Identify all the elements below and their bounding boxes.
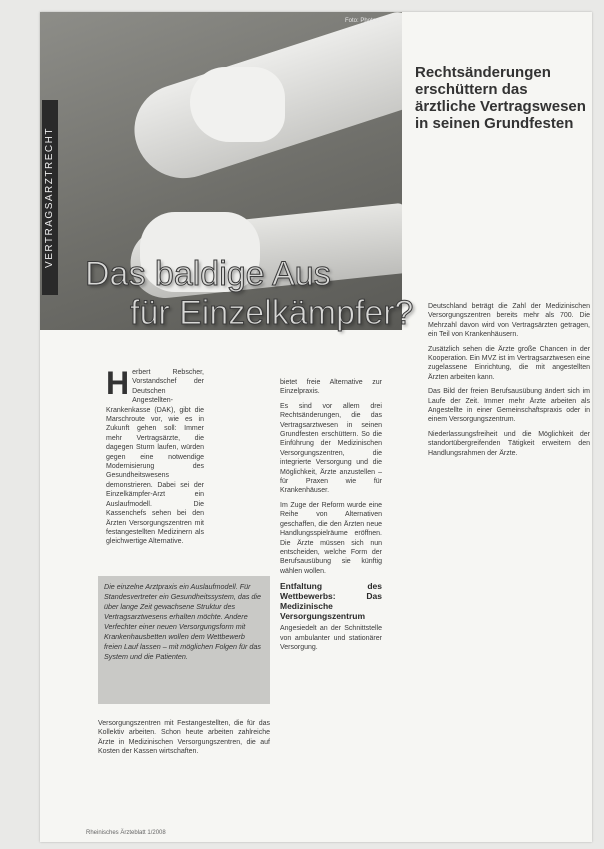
rubric-label: VERTRAGSARZTRECHT xyxy=(44,127,55,268)
col3-paragraph: Zusätzlich sehen die Ärzte große Chancen in der Kooperation. Ein MVZ ist im Vertragsarztwesen eine zugelassene Einrichtung, die mit angestellten Ärzten arbeiten kann. xyxy=(428,345,590,381)
rubric-tab xyxy=(42,100,58,295)
title-line-1: Das baldige Aus xyxy=(85,255,331,293)
col3-paragraph: Das Bild der freien Berufsausübung ändert sich im Laufe der Zeit. Immer mehr Ärzte arbeiten als Angestellte in einer Gemeinschaftspraxis oder in einem Versorgungszentrum. xyxy=(428,388,590,424)
pull-quote: Die einzelne Arztpraxis ein Auslaufmodell. Für Standesvertreter ein Gesundheitssystem, das die über lange Zeit gewachsene Struktur des Vertragsarztwesens erhalten möchte. Andere Verfechter einer neuen Versorgungsform mit Krankenhausbetten wollen dem Wettbewerb freien Lauf lassen – mit möglichen Folgen für das System und die Patienten. xyxy=(98,576,270,704)
col3-paragraph: Niederlassungsfreiheit und die Möglichkeit der standortübergreifenden Tätigkeit erweitern den Handlungsrahmen der Ärzte. xyxy=(428,430,590,457)
col2-paragraph: Im Zuge der Reform wurde eine Reihe von Alternativen geschaffen, die den Ärzten neue Handlungsspielräume eröffnen. Die Ärzte müssen sich nun entscheiden, welche Form der Berufsausübung sie künftig wählen wollen. xyxy=(280,501,382,575)
section-subheading: Entfaltung des Wettbewerbs: Das Medizinische Versorgungszentrum xyxy=(280,581,382,622)
body-column-3 xyxy=(428,302,590,463)
photo-credit: Foto: Photodisc xyxy=(345,18,387,24)
drop-cap: H xyxy=(106,365,130,401)
col1-text: erbert Rebscher, Vorstandschef der Deutschen Angestellten-Krankenkasse (DAK), gibt die Marschroute vor, wie es in Zukunft gehen soll: Immer mehr Vertragsärzte, die dagegen Sturm laufen, würden gegen eine notwendige Modernisierung des Gesundheitswesens demonstrieren. Dabei sei der Einzelkämpfer-Arzt ein Auslaufmodell. Die Kassenchefs sehen bei den Ärzten Versorgungszentren mit festangestellten Medizinern als gleichwertige Alternative. xyxy=(106,369,204,546)
col2-paragraph: Es sind vor allem drei Rechtsänderungen, die das Vertragsarztwesen in seinen Grundfesten erschüttern. So die Einführung der Medizinischen Versorgungszentren, die integrierte Versorgung und die Möglichkeit, Ärzte anzustellen – für Praxen wie für Krankenhäuser. xyxy=(280,402,382,495)
body-column-1-continued: Versorgungszentren mit Festangestellten, die für das Kollektiv arbeiten. Schon heute arbeiten zahlreiche Ärzte in Medizinischen Versorgungszentren, die auf Kosten der Kassen wirtschaften. xyxy=(98,720,270,756)
page-footer: Rheinisches Ärzteblatt 1/2008 xyxy=(86,830,166,836)
kicker-headline: Rechtsänderungen erschüttern das ärztliche Vertragswesen in seinen Grundfesten xyxy=(415,64,586,132)
upper-fist-shape xyxy=(190,67,285,142)
body-column-1 xyxy=(106,365,204,547)
col2-paragraph: bietet freie Alternative zur Einzelpraxis. xyxy=(280,379,382,396)
title-line-2: für Einzelkämpfer? xyxy=(130,294,414,332)
col3-paragraph: Deutschland beträgt die Zahl der Medizinischen Versorgungszentren bereits mehr als 700. Die Mehrzahl davon wird von Vertragsärzten getragen, ein Teil von Krankenhäusern. xyxy=(428,303,590,339)
magazine-page xyxy=(40,12,592,842)
body-column-2 xyxy=(280,378,382,657)
col2-paragraph: Angesiedelt an der Schnittstelle von ambulanter und stationärer Versorgung. xyxy=(280,625,382,651)
